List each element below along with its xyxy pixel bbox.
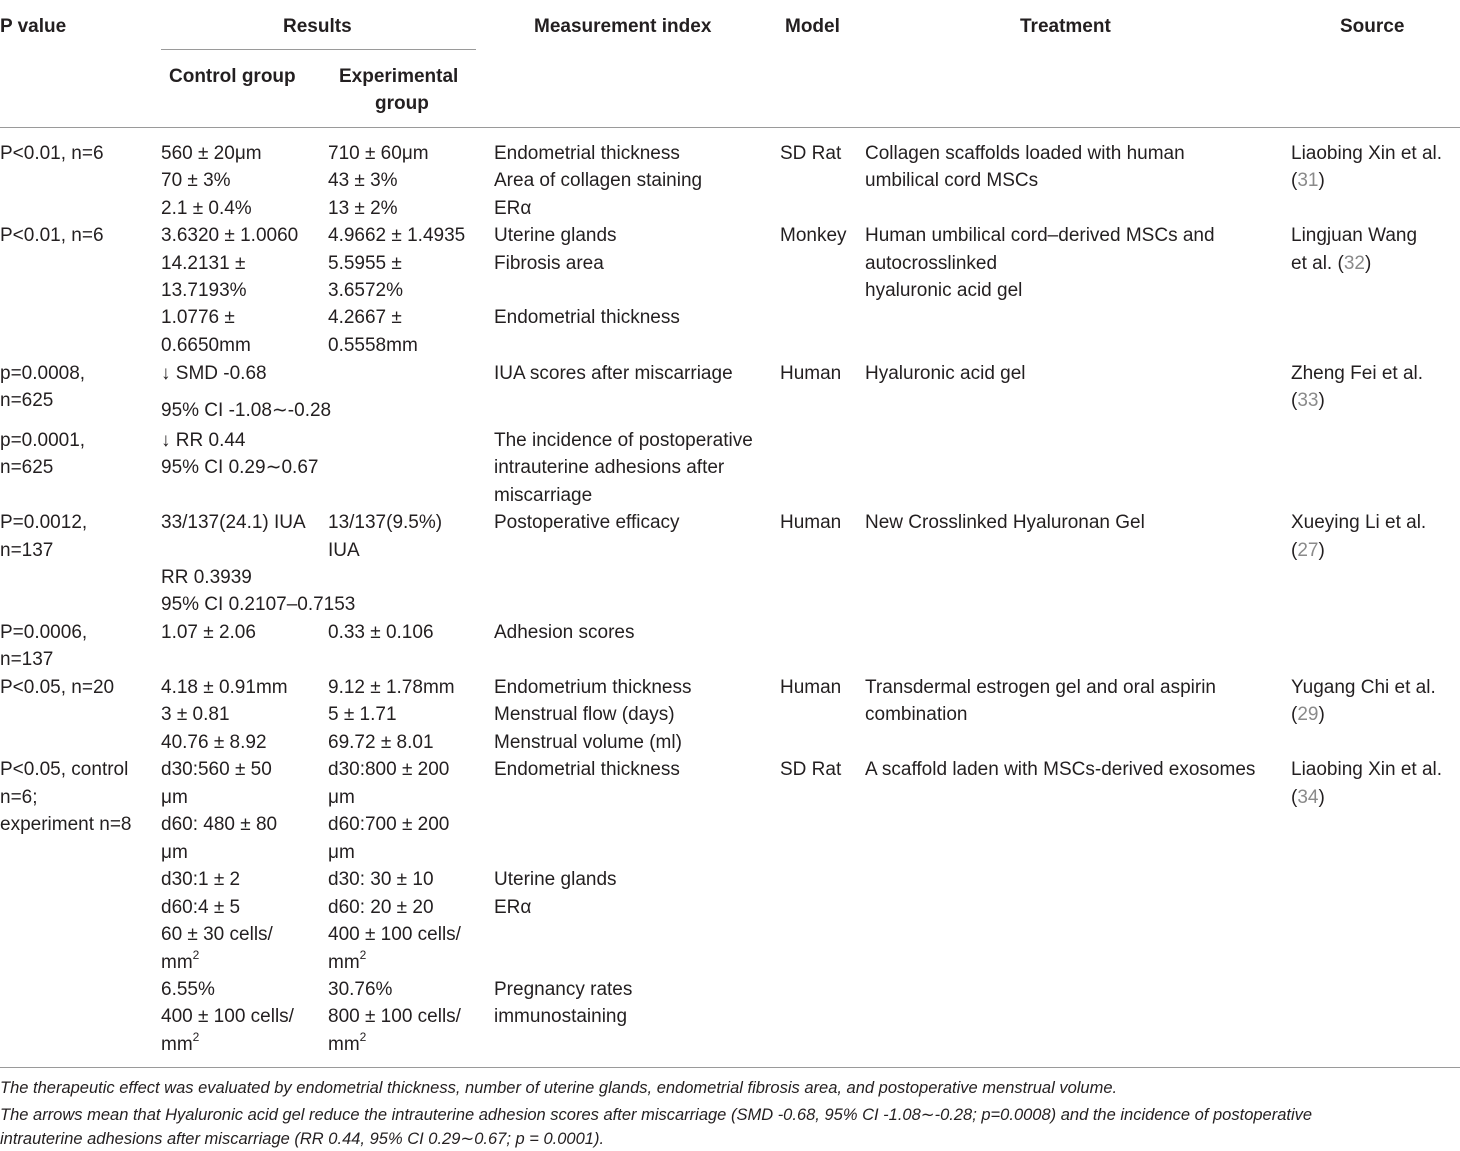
row-0-experimental: 710 ± 60μm <box>328 143 429 164</box>
row-4-source: Xueying Li et al. <box>1291 512 1427 533</box>
row-3-measurement: miscarriage <box>494 485 593 506</box>
row-4-control: 95% CI 0.2107–0.7153 <box>161 594 356 615</box>
row-7-p-value: experiment n=8 <box>0 814 132 835</box>
row-7-measurement: ERα <box>494 897 532 918</box>
row-5-experimental: 0.33 ± 0.106 <box>328 622 434 643</box>
row-6-p-value: P<0.05, n=20 <box>0 677 115 698</box>
row-2-treatment: Hyaluronic acid gel <box>865 363 1026 384</box>
row-1-treatment: Human umbilical cord–derived MSCs and <box>865 225 1215 246</box>
row-5-p-value: n=137 <box>0 649 54 670</box>
row-7-experimental: 400 ± 100 cells/ <box>328 924 461 945</box>
row-6-measurement: Endometrium thickness <box>494 677 692 698</box>
row-5-control: 1.07 ± 2.06 <box>161 622 256 643</box>
row-1-measurement: Fibrosis area <box>494 253 604 274</box>
row-2-measurement: IUA scores after miscarriage <box>494 363 733 384</box>
row-3-measurement: The incidence of postoperative <box>494 430 753 451</box>
row-4-measurement: Postoperative efficacy <box>494 512 680 533</box>
row-7-control: d60:4 ± 5 <box>161 897 241 918</box>
row-6-reference[interactable]: (29) <box>1291 704 1325 725</box>
row-2-p-value: p=0.0008, <box>0 363 86 384</box>
row-7-experimental: d60:700 ± 200 <box>328 814 450 835</box>
row-7-experimental: d30: 30 ± 10 <box>328 869 434 890</box>
row-0-source: Liaobing Xin et al. <box>1291 143 1443 164</box>
row-5-p-value: P=0.0006, <box>0 622 88 643</box>
row-7-control: d60: 480 ± 80 <box>161 814 278 835</box>
row-7-experimental: μm <box>328 842 355 863</box>
results-subrule <box>161 49 476 50</box>
row-1-measurement: Endometrial thickness <box>494 307 680 328</box>
row-3-p-value: n=625 <box>0 457 54 478</box>
row-7-control: μm <box>161 787 188 808</box>
row-2-control: ↓ SMD -0.68 <box>161 363 267 384</box>
row-1-control: 14.2131 ± <box>161 253 246 274</box>
footnote: The arrows mean that Hyaluronic acid gel reduce the intrauterine adhesion scores after miscarriage (SMD -0.68, 95% CI -1.08∼-0.28; p=0.0008) and the incidence of postoperative <box>0 1106 1313 1124</box>
row-1-control: 0.6650mm <box>161 335 251 356</box>
row-4-experimental: IUA <box>328 540 360 561</box>
footnote: intrauterine adhesions after miscarriage (RR 0.44, 95% CI 0.29∼0.67; p = 0.0001). <box>0 1130 605 1148</box>
header-experimental-group-line2: group <box>375 93 429 114</box>
row-0-experimental: 13 ± 2% <box>328 198 398 219</box>
row-6-control: 3 ± 0.81 <box>161 704 230 725</box>
row-7-control: d30:1 ± 2 <box>161 869 241 890</box>
row-7-p-value: n=6; <box>0 787 38 808</box>
row-7-experimental: d30:800 ± 200 <box>328 759 450 780</box>
row-1-experimental: 4.2667 ± <box>328 307 402 328</box>
row-7-reference[interactable]: (34) <box>1291 787 1325 808</box>
row-5-measurement: Adhesion scores <box>494 622 635 643</box>
row-0-treatment: umbilical cord MSCs <box>865 170 1039 191</box>
row-0-treatment: Collagen scaffolds loaded with human <box>865 143 1185 164</box>
row-4-control: 33/137(24.1) IUA <box>161 512 306 533</box>
row-7-treatment: A scaffold laden with MSCs-derived exosomes <box>865 759 1256 780</box>
header-p-value: P value <box>0 16 67 37</box>
row-3-control: ↓ RR 0.44 <box>161 430 246 451</box>
row-7-control-unit: $mm^2$ <box>161 1029 200 1055</box>
row-6-control: 4.18 ± 0.91mm <box>161 677 288 698</box>
reference-link[interactable]: 29 <box>1297 704 1319 725</box>
reference-link[interactable]: 34 <box>1297 787 1319 808</box>
row-2-model: Human <box>780 363 842 384</box>
row-3-p-value: p=0.0001, <box>0 430 86 451</box>
reference-link[interactable]: 32 <box>1343 253 1365 274</box>
row-0-control: 2.1 ± 0.4% <box>161 198 252 219</box>
header-measurement-index: Measurement index <box>534 16 712 37</box>
row-4-experimental: 13/137(9.5%) <box>328 512 443 533</box>
row-7-control: 400 ± 100 cells/ <box>161 1006 294 1027</box>
row-7-measurement: immunostaining <box>494 1006 628 1027</box>
table-bottom-rule <box>0 1067 1460 1068</box>
row-7-experimental-unit: $mm^2$ <box>328 947 367 973</box>
row-7-control: d30:560 ± 50 <box>161 759 272 780</box>
row-3-measurement: intrauterine adhesions after <box>494 457 725 478</box>
row-1-experimental: 4.9662 ± 1.4935 <box>328 225 466 246</box>
row-1-control: 13.7193% <box>161 280 247 301</box>
row-1-model: Monkey <box>780 225 847 246</box>
row-6-experimental: 9.12 ± 1.78mm <box>328 677 455 698</box>
row-7-model: SD Rat <box>780 759 842 780</box>
header-treatment: Treatment <box>1020 16 1111 37</box>
row-6-measurement: Menstrual flow (days) <box>494 704 675 725</box>
row-1-treatment: autocrosslinked <box>865 253 998 274</box>
row-1-treatment: hyaluronic acid gel <box>865 280 1023 301</box>
row-1-p-value: P<0.01, n=6 <box>0 225 104 246</box>
row-4-p-value: n=137 <box>0 540 54 561</box>
row-1-control: 3.6320 ± 1.0060 <box>161 225 299 246</box>
row-0-p-value: P<0.01, n=6 <box>0 143 104 164</box>
row-7-control: 6.55% <box>161 979 215 1000</box>
row-1-reference[interactable]: et al. (32) <box>1291 253 1372 274</box>
row-2-reference[interactable]: (33) <box>1291 390 1325 411</box>
row-7-control-unit: $mm^2$ <box>161 947 200 973</box>
row-0-control: 560 ± 20μm <box>161 143 262 164</box>
row-4-control: RR 0.3939 <box>161 567 252 588</box>
row-7-experimental: 30.76% <box>328 979 393 1000</box>
row-7-control: 60 ± 30 cells/ <box>161 924 273 945</box>
row-4-reference[interactable]: (27) <box>1291 540 1325 561</box>
header-model: Model <box>785 16 840 37</box>
row-0-control: 70 ± 3% <box>161 170 231 191</box>
header-results: Results <box>283 16 352 37</box>
row-7-experimental-unit: $mm^2$ <box>328 1029 367 1055</box>
row-4-p-value: P=0.0012, <box>0 512 88 533</box>
row-7-source: Liaobing Xin et al. <box>1291 759 1443 780</box>
row-7-measurement: Uterine glands <box>494 869 617 890</box>
reference-link[interactable]: 33 <box>1297 390 1319 411</box>
row-0-measurement: ERα <box>494 198 532 219</box>
row-0-model: SD Rat <box>780 143 842 164</box>
reference-link[interactable]: 27 <box>1297 540 1319 561</box>
row-6-source: Yugang Chi et al. <box>1291 677 1436 698</box>
row-6-experimental: 69.72 ± 8.01 <box>328 732 434 753</box>
row-6-treatment: Transdermal estrogen gel and oral aspirin <box>865 677 1216 698</box>
row-0-measurement: Area of collagen staining <box>494 170 703 191</box>
row-1-experimental: 3.6572% <box>328 280 404 301</box>
row-1-source: et al. <box>1291 253 1333 274</box>
row-2-control: 95% CI -1.08∼-0.28 <box>161 400 332 421</box>
row-6-model: Human <box>780 677 842 698</box>
row-6-experimental: 5 ± 1.71 <box>328 704 397 725</box>
row-7-measurement: Endometrial thickness <box>494 759 680 780</box>
row-3-control: 95% CI 0.29∼0.67 <box>161 457 319 478</box>
row-4-model: Human <box>780 512 842 533</box>
row-7-p-value: P<0.05, control <box>0 759 129 780</box>
row-7-measurement: Pregnancy rates <box>494 979 633 1000</box>
row-7-experimental: 800 ± 100 cells/ <box>328 1006 461 1027</box>
row-2-source: Zheng Fei et al. <box>1291 363 1424 384</box>
reference-link[interactable]: 31 <box>1297 170 1319 191</box>
row-0-reference[interactable]: (31) <box>1291 170 1325 191</box>
row-2-p-value: n=625 <box>0 390 54 411</box>
row-7-control: μm <box>161 842 188 863</box>
row-1-experimental: 0.5558mm <box>328 335 418 356</box>
row-0-experimental: 43 ± 3% <box>328 170 398 191</box>
footnote: The therapeutic effect was evaluated by endometrial thickness, number of uterine glands, endometrial fibrosis area, and postoperative menstrual volume. <box>0 1079 1118 1097</box>
header-control-group: Control group <box>169 66 296 87</box>
header-bottom-rule <box>0 127 1460 128</box>
row-4-treatment: New Crosslinked Hyaluronan Gel <box>865 512 1145 533</box>
row-7-experimental: d60: 20 ± 20 <box>328 897 434 918</box>
row-7-experimental: μm <box>328 787 355 808</box>
row-0-measurement: Endometrial thickness <box>494 143 680 164</box>
row-1-control: 1.0776 ± <box>161 307 235 328</box>
header-source: Source <box>1340 16 1405 37</box>
row-6-control: 40.76 ± 8.92 <box>161 732 267 753</box>
row-1-measurement: Uterine glands <box>494 225 617 246</box>
row-1-experimental: 5.5955 ± <box>328 253 402 274</box>
row-1-source: Lingjuan Wang <box>1291 225 1418 246</box>
row-6-measurement: Menstrual volume (ml) <box>494 732 682 753</box>
header-experimental-group-line1: Experimental <box>339 66 459 87</box>
row-6-treatment: combination <box>865 704 968 725</box>
